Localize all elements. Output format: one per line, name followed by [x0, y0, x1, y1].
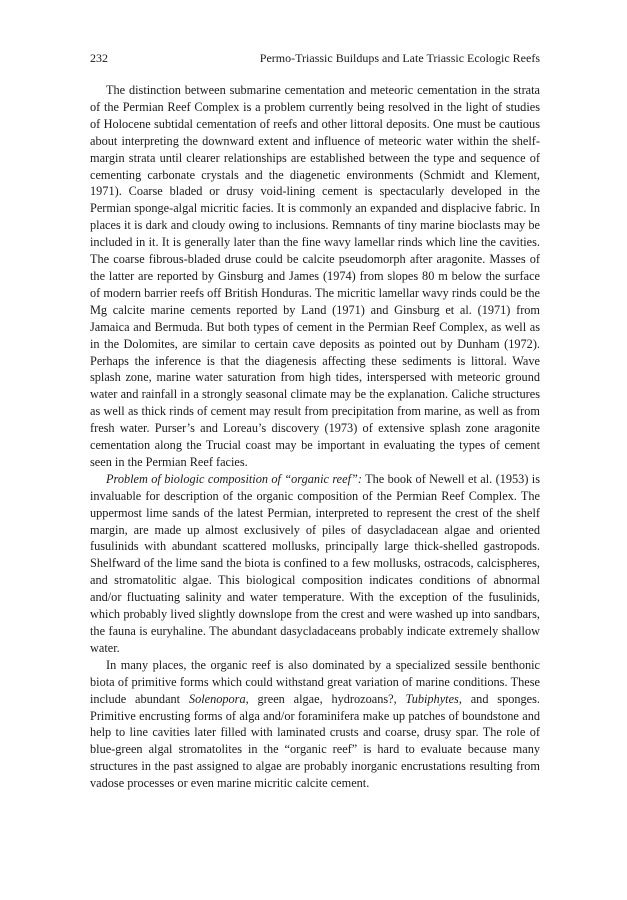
- paragraph-cementation: The distinction between submarine cementation and meteoric cementation in the strata of the Permian Reef Complex is a problem currently being resolved in the light of studies of Holocene subtidal cementation of reefs and other littoral deposits. One must be cautious about interpreting the downward extent and influence of meteoric water within the shelf-margin strata until clearer relationships are established between the type and sequence of cementing carbonate crystals and the diagenetic environments (Schmidt and Klement, 1971). Coarse bladed or drusy void-lining cement is spectacularly developed in the Permian sponge-algal micritic facies. It is commonly an expanded and displacive fabric. In places it is dark and cloudy owing to inclusions. Remnants of tiny marine bioclasts may be included in it. It is generally later than the fine wavy lamellar rinds which line the cavities. The coarse fibrous-bladed druse could be calcite pseudomorph after aragonite. Masses of the latter are reported by Ginsburg and James (1974) from slopes 80 m below the surface of modern barrier reefs off British Honduras. The micritic lamellar wavy rinds could be the Mg calcite marine cements reported by Land (1971) and Ginsburg et al. (1971) from Jamaica and Bermuda. But both types of cement in the Permian Reef Complex, as well as in the Dolomites, are similar to certain cave deposits as pointed out by Dunham (1972). Perhaps the inference is that the diagenesis affecting these sediments is littoral. Wave splash zone, marine water saturation from high tides, interspersed with meteoric ground water and rainfall in a strongly seasonal climate may be the explanation. Caliche structures as well as thick rinds of cement may result from precipitation from marine, as well as from fresh water. Purser’s and Loreau’s discovery (1973) of extensive splash zone aragonite cementation along the Trucial coast may be important in evaluating the types of cement seen in the Permian Reef facies.: [90, 83, 540, 469]
- paragraph-sessile-biota: [90, 657, 540, 792]
- paragraph-text: , and sponges. Primitive encrusting forms of alga and/or foraminifera make up patches of boundstone and help to line cavities later filled with laminated crusts and coarse, drusy spar. The role of blue-green algal stromatolites in the “organic reef” is hard to evaluate because many structures in the past assigned to algae are probably inorganic encrustations resulting from vadose processes or even marine micritic calcite cement.: [90, 691, 540, 791]
- running-head: Permo-Triassic Buildups and Late Triassic Ecologic Reefs: [259, 51, 540, 65]
- paragraph-text: , green algae, hydrozoans?,: [245, 691, 406, 706]
- genus-name: Solenopora: [188, 691, 246, 706]
- genus-name: Tubiphytes: [405, 691, 459, 706]
- body-text: [90, 82, 540, 792]
- paragraph-biologic-composition: [90, 471, 540, 657]
- page-number: 232: [90, 51, 108, 65]
- run-in-heading: Problem of biologic composition of “organic reef”:: [106, 471, 362, 486]
- paragraph-text: The book of Newell et al. (1953) is invaluable for description of the organic composition of the Permian Reef Complex. The uppermost lime sands of the latest Permian, interpreted to represent the crest of the shelf margin, are made up almost exclusively of piles of dasycladacean algae and oriented fusulinids with abundant scattered mollusks, principally large thick-shelled gastropods. Shelfward of the lime sand the biota is confined to a few mollusks, ostracods, calcispheres, and stromatolitic algae. This biological composition indicates conditions of abnormal and/or fluctuating salinity and water temperature. With the exception of the fusulinids, which probably lived slightly downslope from the crest and were washed up into sandbars, the fauna is euryhaline. The abundant dasycladaceans probably indicate extremely shallow water.: [90, 471, 540, 655]
- paragraph-text: In many places, the organic reef is also dominated by a specialized sessile benthonic biota of primitive forms which could withstand great variation of marine conditions. These include abundant: [90, 657, 540, 706]
